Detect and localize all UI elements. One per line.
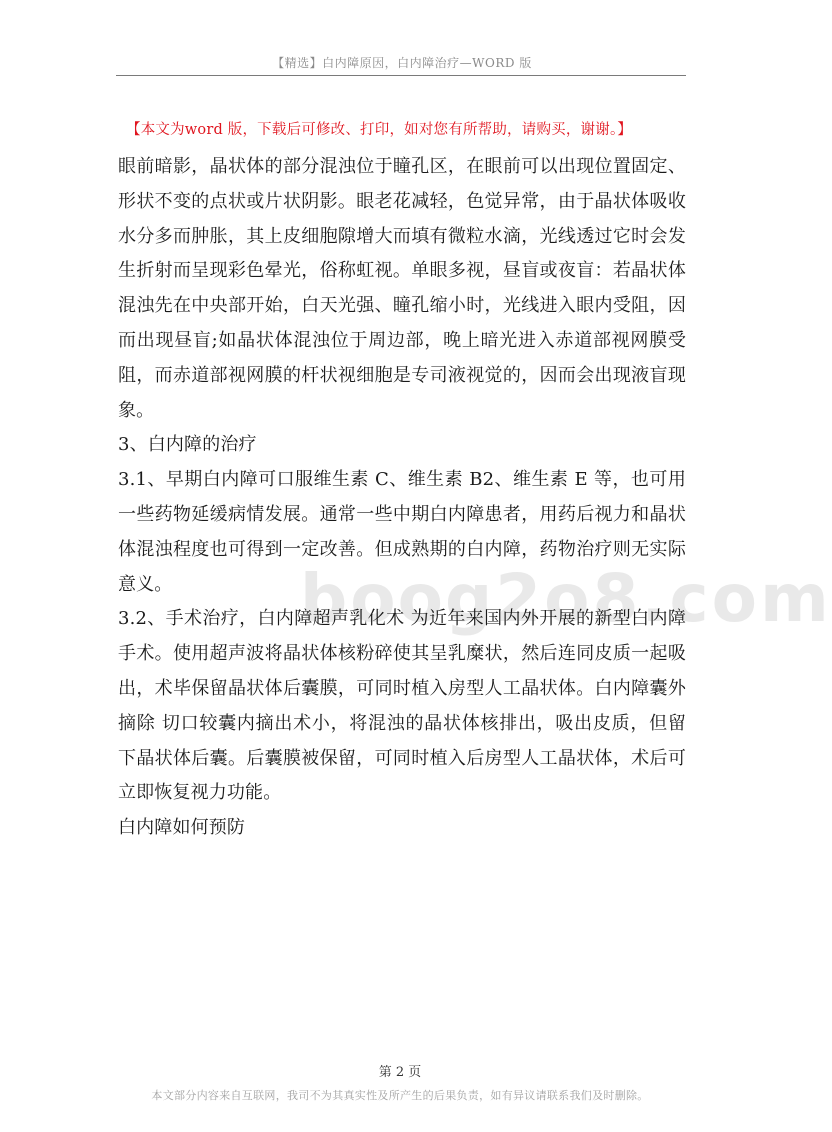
page-header: 【精选】白内障原因，白内障治疗—WORD 版 <box>272 56 532 70</box>
header-divider <box>116 75 686 76</box>
body-text <box>118 150 686 846</box>
paragraph-surgery: 3.2、手术治疗，白内障超声乳化术 为近年来国内外开展的新型白内障手术。使用超声波将晶状体核粉碎使其呈乳糜状，然后连同皮质一起吸出，术毕保留晶状体后囊膜，可同时植入房型人工晶状体。白内障囊外摘除 切口较囊内摘出术小，将混浊的晶状体核排出，吸出皮质，但留下晶状体后囊。后囊膜被保留，可同时植入后房型人工晶状体，术后可立即恢复视力功能。 <box>118 608 686 804</box>
watermark-logo: boog2o8.com <box>300 560 832 637</box>
section-heading-prevention: 白内障如何预防 <box>118 817 246 839</box>
section-heading-treatment: 3、白内障的治疗 <box>118 434 257 456</box>
page-footer: 本文部分内容来自互联网，我司不为其真实性及所产生的后果负责，如有异议请联系我们及时删除。 <box>151 1089 649 1102</box>
page-number: 第 2 页 <box>378 1065 422 1080</box>
paragraph-symptoms: 眼前暗影，晶状体的部分混浊位于瞳孔区，在眼前可以出现位置固定、形状不变的点状或片状阴影。眼老花减轻，色觉异常，由于晶状体吸收水分多而肿胀，其上皮细胞隙增大而填有微粒水滴，光线透过它时会发生折射而呈现彩色晕光，俗称虹视。单眼多视，昼盲或夜盲：若晶状体混浊先在中央部开始，白天光强、瞳孔缩小时，光线进入眼内受阻，因而出现昼盲;如晶状体混浊位于周边部，晚上暗光进入赤道部视网膜受阻，而赤道部视网膜的杆状视细胞是专司液视觉的，因而会出现液盲现象。 <box>118 156 686 421</box>
paragraph-medication: 3.1、早期白内障可口服维生素 C、维生素 B2、维生素 E 等，也可用一些药物延缓病情发展。通常一些中期白内障患者，用药后视力和晶状体混浊程度也可得到一定改善。但成熟期的白内障，药物治疗则无实际意义。 <box>118 469 686 595</box>
purchase-notice: 【本文为word 版，下载后可修改、打印，如对您有所帮助，请购买，谢谢。】 <box>126 122 633 138</box>
